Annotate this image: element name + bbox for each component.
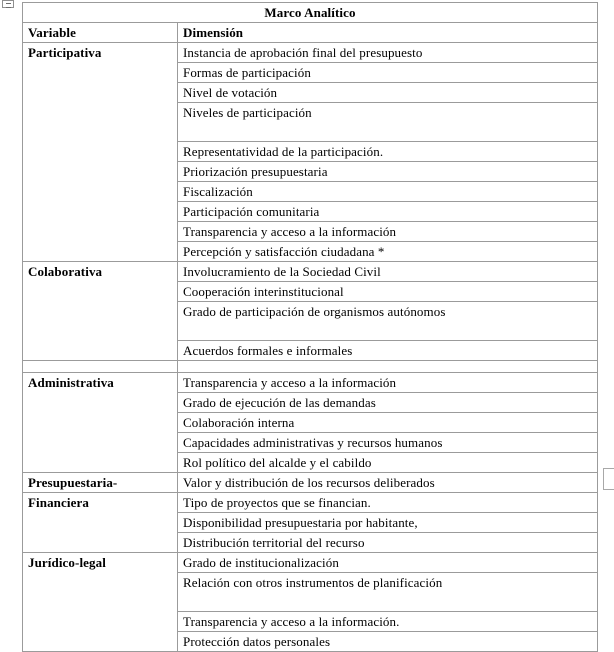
table-row [23, 142, 598, 162]
cell-variable-empty [23, 361, 178, 373]
cell-dimension: Colaboración interna [178, 413, 598, 433]
table-row [23, 433, 598, 453]
table-title-row [23, 3, 598, 23]
cell-variable-empty [23, 302, 178, 341]
cell-dimension: Grado de institucionalización [178, 553, 598, 573]
cell-variable-empty [23, 341, 178, 361]
cell-variable: Administrativa [23, 373, 178, 393]
cell-variable: Presupuestaria- [23, 473, 178, 493]
cell-variable-empty [23, 632, 178, 652]
cell-dimension: Acuerdos formales e informales [178, 341, 598, 361]
cell-dimension: Distribución territorial del recurso [178, 533, 598, 553]
table-row [23, 493, 598, 513]
cell-variable-empty [23, 513, 178, 533]
table-row [23, 262, 598, 282]
cell-dimension: Tipo de proyectos que se financian. [178, 493, 598, 513]
cell-variable: Financiera [23, 493, 178, 513]
cell-variable-empty [23, 222, 178, 242]
cell-dimension: Niveles de participación [178, 103, 598, 142]
cell-variable-empty [23, 453, 178, 473]
table-row [23, 202, 598, 222]
cell-dimension: Instancia de aprobación final del presupuesto [178, 43, 598, 63]
table-body [23, 3, 598, 652]
cell-dimension: Valor y distribución de los recursos deliberados [178, 473, 598, 493]
table-row [23, 373, 598, 393]
cell-dimension: Involucramiento de la Sociedad Civil [178, 262, 598, 282]
cell-dimension: Grado de ejecución de las demandas [178, 393, 598, 413]
table-move-handle-icon[interactable] [2, 0, 14, 8]
cell-variable: Participativa [23, 43, 178, 63]
table-header-row [23, 23, 598, 43]
cell-dimension: Cooperación interinstitucional [178, 282, 598, 302]
table-row [23, 413, 598, 433]
table-title: Marco Analítico [23, 3, 598, 23]
cell-dimension: Formas de participación [178, 63, 598, 83]
cell-variable-empty [23, 282, 178, 302]
table-row [23, 361, 598, 373]
table-row [23, 393, 598, 413]
table-row [23, 513, 598, 533]
table-row [23, 222, 598, 242]
table-row [23, 632, 598, 652]
cell-dimension: Nivel de votación [178, 83, 598, 103]
cell-variable-empty [23, 573, 178, 612]
cell-variable: Jurídico-legal [23, 553, 178, 573]
cell-variable-empty [23, 162, 178, 182]
cell-variable-empty [23, 612, 178, 632]
cell-dimension: Participación comunitaria [178, 202, 598, 222]
cell-dimension: Percepción y satisfacción ciudadana * [178, 242, 598, 262]
table-row [23, 533, 598, 553]
cell-variable-empty [23, 433, 178, 453]
cell-variable-empty [23, 182, 178, 202]
cell-dimension: Representatividad de la participación. [178, 142, 598, 162]
cell-dimension: Transparencia y acceso a la información. [178, 612, 598, 632]
cell-dimension: Grado de participación de organismos autónomos [178, 302, 598, 341]
table-row [23, 612, 598, 632]
cell-variable-empty [23, 202, 178, 222]
column-header-variable: Variable [23, 23, 178, 43]
cell-dimension: Transparencia y acceso a la información [178, 222, 598, 242]
right-margin-artifact [603, 468, 614, 490]
cell-variable-empty [23, 142, 178, 162]
cell-variable-empty [23, 533, 178, 553]
table-row [23, 341, 598, 361]
cell-variable-empty [23, 393, 178, 413]
cell-dimension: Relación con otros instrumentos de planificación [178, 573, 598, 612]
marco-analitico-table-container [22, 2, 597, 652]
table-row [23, 573, 598, 612]
cell-variable-empty [23, 83, 178, 103]
cell-dimension: Disponibilidad presupuestaria por habitante, [178, 513, 598, 533]
cell-dimension: Rol político del alcalde y el cabildo [178, 453, 598, 473]
table-row [23, 242, 598, 262]
cell-dimension: Fiscalización [178, 182, 598, 202]
cell-variable-empty [23, 103, 178, 142]
table-row [23, 473, 598, 493]
column-header-dimension: Dimensión [178, 23, 598, 43]
cell-variable-empty [23, 242, 178, 262]
cell-dimension: Capacidades administrativas y recursos humanos [178, 433, 598, 453]
table-row [23, 302, 598, 341]
table-row [23, 553, 598, 573]
table-row [23, 63, 598, 83]
cell-dimension-empty [178, 361, 598, 373]
cell-variable-empty [23, 413, 178, 433]
table-row [23, 43, 598, 63]
table-row [23, 182, 598, 202]
table-row [23, 453, 598, 473]
table-row [23, 162, 598, 182]
cell-variable-empty [23, 63, 178, 83]
cell-dimension: Transparencia y acceso a la información [178, 373, 598, 393]
cell-variable: Colaborativa [23, 262, 178, 282]
cell-dimension: Priorización presupuestaria [178, 162, 598, 182]
marco-analitico-table [22, 2, 598, 652]
cell-dimension: Protección datos personales [178, 632, 598, 652]
table-row [23, 103, 598, 142]
table-row [23, 282, 598, 302]
table-row [23, 83, 598, 103]
